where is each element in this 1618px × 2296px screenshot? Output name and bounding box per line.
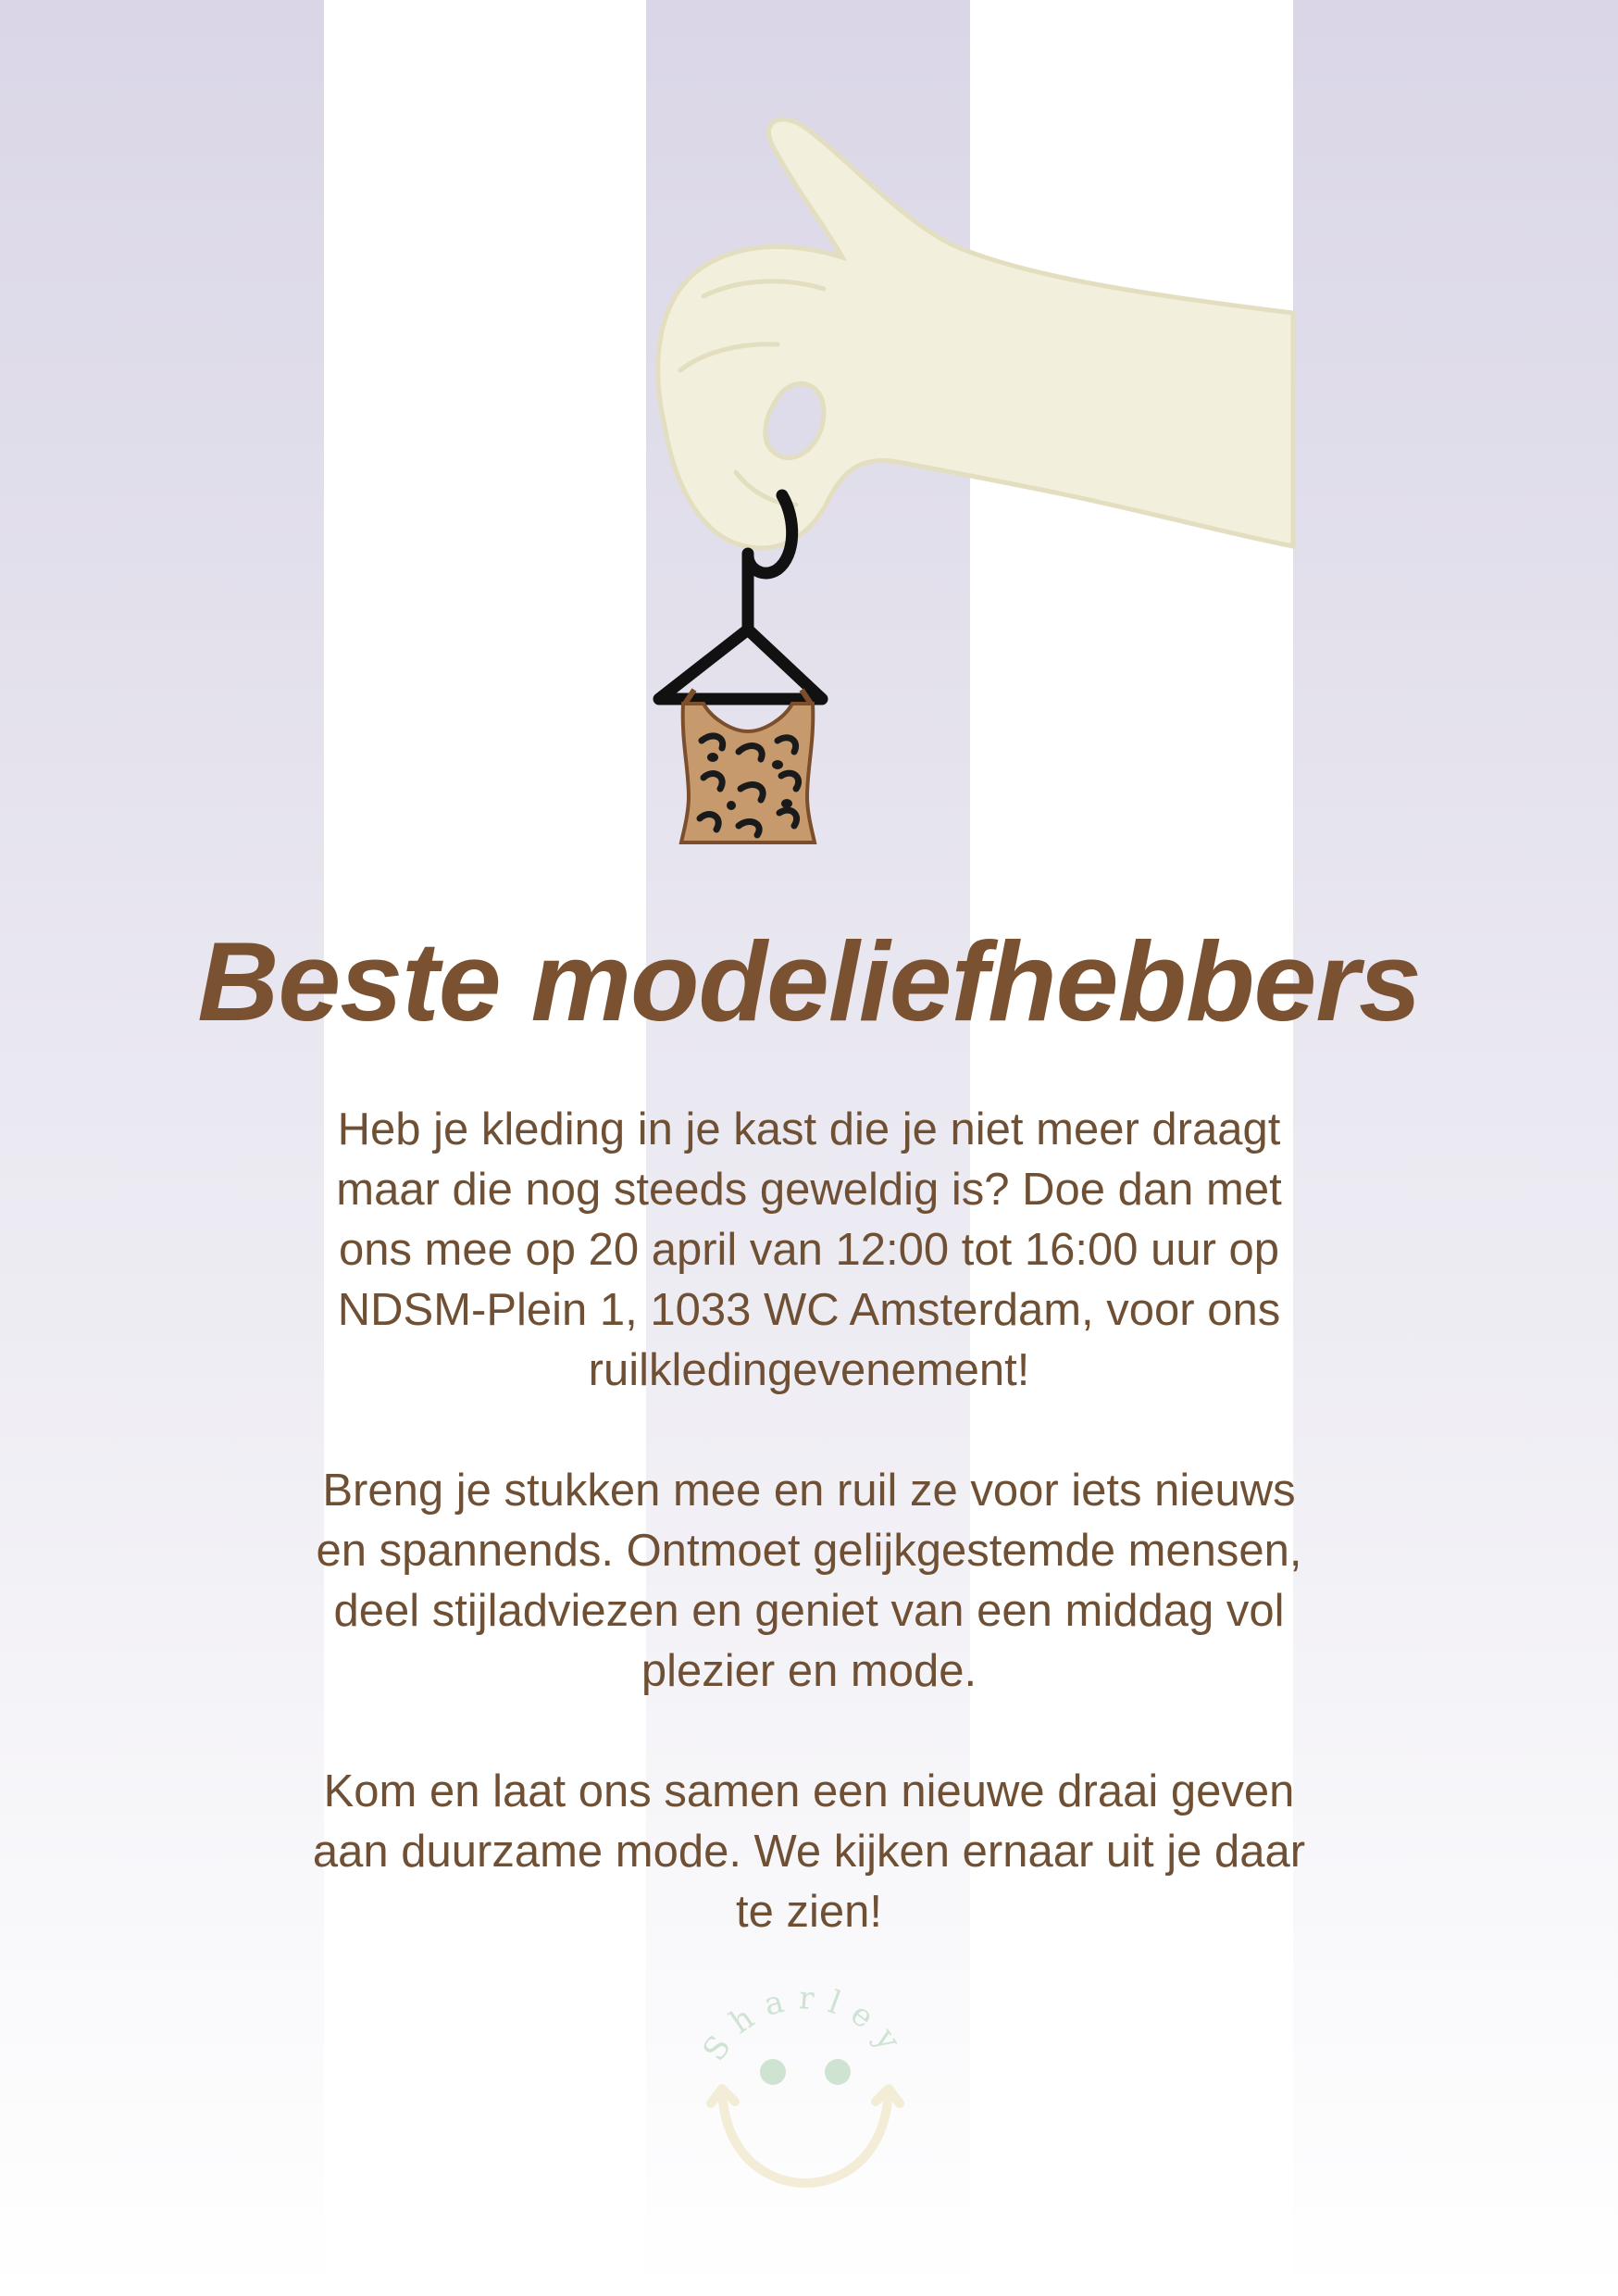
smiley-logo-icon — [685, 1972, 926, 2194]
logo-text: Sharley — [695, 1979, 915, 2068]
paragraph-swap: Breng je stukken mee en ruil ze voor iets nieuws en spannends. Ontmoet gelijkgestemde mensen, deel stijladviezen en geniet van een middag vol plezier en mode. — [316, 1466, 1302, 1696]
headline: Beste modeliefhebbers — [197, 918, 1421, 1044]
hand-holding-hanger-icon — [0, 0, 1618, 926]
paragraph-invitation: Heb je kleding in je kast die je niet meer draagt maar die nog steeds geweldig is? Doe dan met ons mee op 20 april van 12:00 tot 16:00 uur op NDSM-Plein 1, 1033 WC Amsterdam, voor ons ruilkledingevenement! — [336, 1104, 1282, 1395]
leopard-print-top-icon — [681, 690, 815, 842]
paragraph-closing: Kom en laat ons samen een nieuwe draai geven aan duurzame mode. We kijken ernaar uit je daar te zien! — [312, 1766, 1306, 1937]
body-text — [213, 1100, 1405, 1942]
